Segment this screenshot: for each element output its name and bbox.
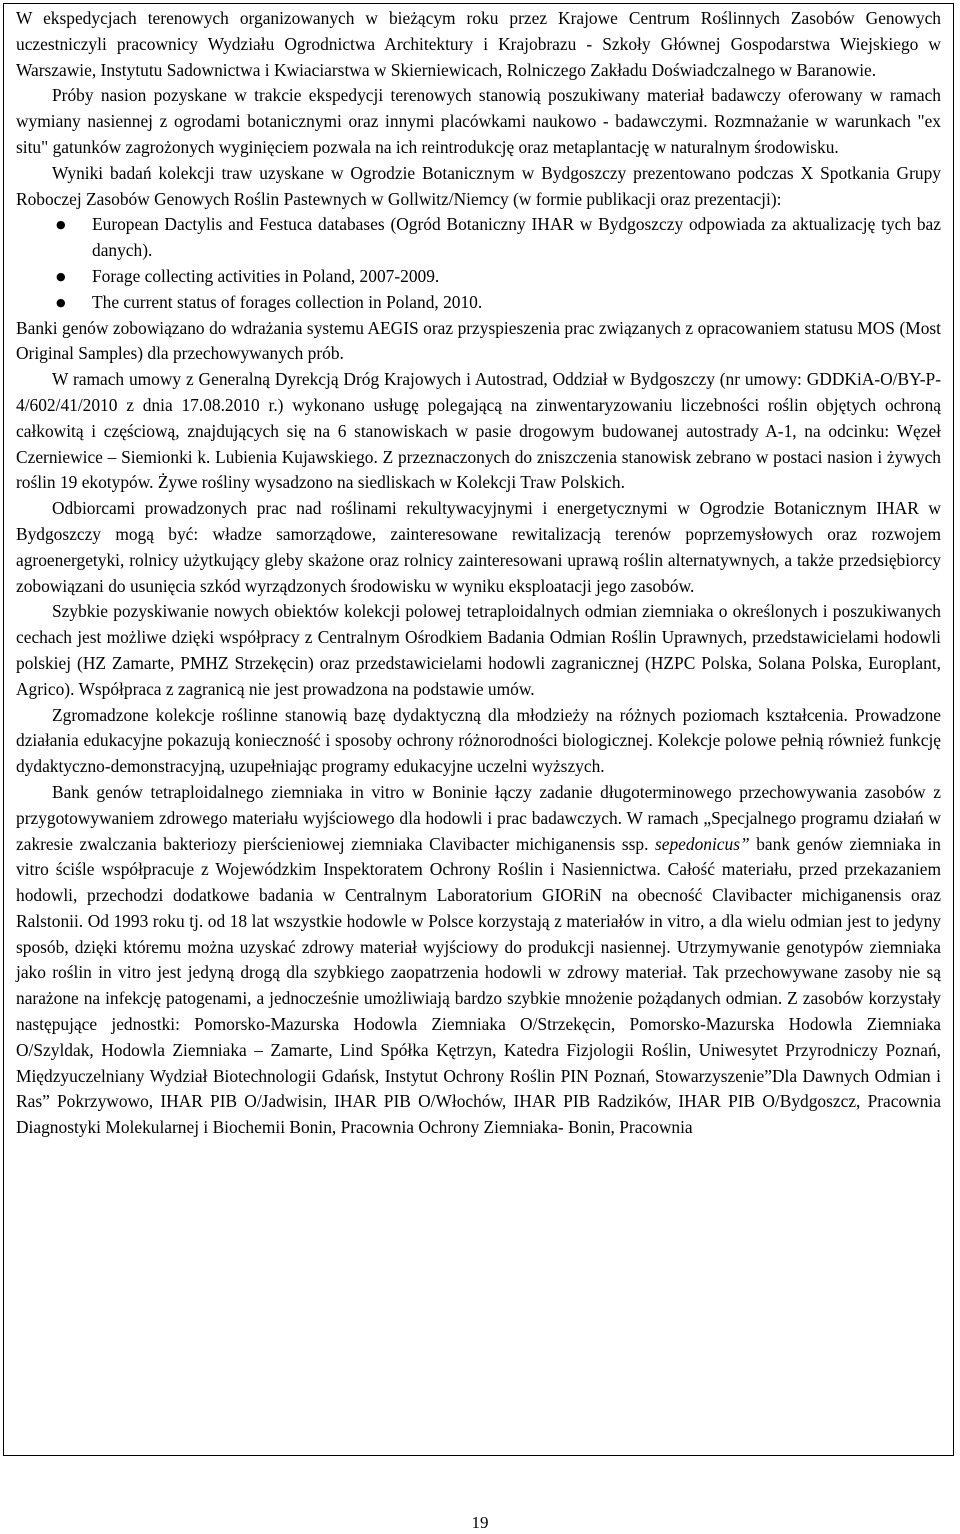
paragraph-gddkia-contract: W ramach umowy z Generalną Dyrekcją Dróg Krajowych i Autostrad, Oddział w Bydgoszczy (nr umowy: GDDKiA-O/BY-P-4/602/41/2010 z dnia 17.08.2010 r.) wykonano usługę polegającą na zinwentaryzowaniu liczebności roślin objętych ochroną całkowitą i częściową, znajdujących się na 6 stanowiskach w pasie drogowym budowanej autostrady A-1, na odcinku: Węzeł Czerniewice – Siemionki k. Lubienia Kujawskiego. Z przeznaczonych do zniszczenia stanowisk zebrano w postaci nasion i żywych roślin 19 ekotypów. Żywe rośliny wysadzono na siedliskach w Kolekcji Traw Polskich. (16, 369, 941, 493)
paragraph-expeditions: W ekspedycjach terenowych organizowanych w bieżącym roku przez Krajowe Centrum Roślinnych Zasobów Genowych uczestniczyli pracownicy Wydziału Ogrodnictwa Architektury i Krajobrazu - Szkoły Głównej Gospodarstwa Wiejskiego w Warszawie, Instytutu Sadownictwa i Kwiaciarstwa w Skierniewicach, Rolniczego Zakładu Doświadczalnego w Baranowie. (16, 8, 941, 80)
text-frame (3, 3, 954, 1456)
paragraph-education: Zgromadzone kolekcje roślinne stanowią bazę dydaktyczną dla młodzieży na różnych poziomach kształcenia. Prowadzone działania edukacyjne pokazują konieczność i sposoby ochrony różnorodności biologicznej. Kolekcje polowe pełnią również funkcję dydaktyczno-demonstracyjną, uzupełniając programy edukacyjne uczelni wyższych. (16, 704, 941, 777)
paragraph-seed-samples: Próby nasion pozyskane w trakcie ekspedycji terenowych stanowią poszukiwany materiał badawczy oferowany w ramach wymiany nasiennej z ogrodami botanicznymi oraz innymi placówkami naukowo - badawczymi. Rozmnażanie w warunkach "ex situ" gatunków zagrożonych wyginięciem pozwala na ich reintrodukcję oraz metaplantację w naturalnym środowisku. (16, 85, 941, 157)
paragraph-aegis: Banki genów zobowiązano do wdrażania systemu AEGIS oraz przyspieszenia prac związanych z opracowaniem statusu MOS (Most Original Samples) dla przechowywanych prób. (16, 317, 941, 364)
list-item: ● Forage collecting activities in Poland, 2007-2009. (16, 264, 941, 290)
paragraph-in-vitro-part-2: bank genów ziemniaka in vitro ściśle współpracuje z Wojewódzkim Inspektoratem Ochrony Roślin i Nasiennictwa. Całość materiału, przed przekazaniem hodowli, przechodzi dodatkowe badania w Centralnym Laboratorium GIORiN na obecność Clavibacter michiganensis oraz Ralstonii. Od 1993 roku tj. od 18 lat wszystkie hodowle w Polsce korzystają z materiałów in vitro, a dla wielu odmian jest to jedyny sposób, dzięki któremu można uzyskać zdrowy materiał wyjściowy do produkcji nasiennej. Utrzymywanie genotypów ziemniaka jako roślin in vitro jest jedyną drogą dla szybkiego zaopatrzenia hodowli w zdrowy materiał. Tak przechowywane zasoby nie są narażone na infekcję patogenami, a jednocześnie umożliwiają bardzo szybkie mnożenie pożądanych odmian. Z zasobów korzystały następujące jednostki: Pomorsko-Mazurska Hodowla Ziemniaka O/Strzekęcin, Pomorsko-Mazurska Hodowla Ziemniaka O/Szyldak, Hodowla Ziemniaka – Zamarte, Lind Spółka Kętrzyn, Katedra Fizjologii Roślin, Uniwesytet Przyrodniczy Poznań, Międzyuczelniany Wydział Biotechnologii Gdańsk, Instytut Ochrony Roślin PIN Poznań, Stowarzyszenie”Dla Dawnych Odmian i Ras” Pokrzywowo, IHAR PIB O/Jadwisin, IHAR PIB O/Włochów, IHAR PIB Radzików, IHAR PIB O/Bydgoszcz, Pracownia Diagnostyki Molekularnej i Biochemii Bonin, Pracownia Ochrony Ziemniaka- Bonin, Pracownia (16, 833, 941, 1138)
paragraph-in-vitro-part-1: Bank genów tetraploidalnego ziemniaka in vitro w Boninie łączy zadanie długoterminowego przechowywania zasobów z przygotowywaniem zdrowego materiału wyjściowego dla hodowli i prac badawczych. W ramach „Specjalnego programu działań w zakresie zwalczania bakteriozy pierścieniowej ziemniaka Clavibacter michiganensis ssp. (16, 781, 941, 854)
page-number: 19 (471, 1513, 489, 1532)
paragraph-grass-results: Wyniki badań kolekcji traw uzyskane w Ogrodzie Botanicznym w Bydgoszczy prezentowano podczas X Spotkania Grupy Roboczej Zasobów Genowych Roślin Pastewnych w Gollwitz/Niemcy (w formie publikacji oraz prezentacji): (16, 162, 941, 209)
paragraph-in-vitro-bank (16, 780, 941, 1141)
paragraph-in-vitro-italic: sepedonicus” (654, 833, 750, 854)
list-item: ● European Dactylis and Festuca databases (Ogród Botaniczny IHAR w Bydgoszczy odpowiada za aktualizację tych baz danych). (16, 212, 941, 264)
paragraph-recipients: Odbiorcami prowadzonych prac nad roślinami rekultywacyjnymi i energetycznymi w Ogrodzie Botanicznym IHAR w Bydgoszczy mogą być: władze samorządowe, zainteresowane rewitalizacją terenów poprzemysłowych oraz rozwojem agroenergetyki, rolnicy użytkujący gleby skażone oraz rolnicy zainteresowani uprawą roślin alternatywnych, a także przedsiębiorcy zobowiązani do usunięcia szkód wyrządzonych środowisku w wyniku eksploatacji jego zasobów. (16, 498, 941, 596)
paragraph-potato-collection: Szybkie pozyskiwanie nowych obiektów kolekcji polowej tetraploidalnych odmian ziemniaka o określonych i poszukiwanych cechach jest możliwe dzięki współpracy z Centralnym Ośrodkiem Badania Odmian Roślin Uprawnych, przedstawicielami hodowli polskiej (HZ Zamarte, PMHZ Strzekęcin) oraz przedstawicielami hodowli zagranicznej (HZPC Polska, Solana Polska, Europlant, Agrico). Współpraca z zagranicą nie jest prowadzona na podstawie umów. (16, 601, 941, 699)
list-item: ● The current status of forages collection in Poland, 2010. (16, 290, 941, 316)
publication-list (16, 212, 941, 315)
